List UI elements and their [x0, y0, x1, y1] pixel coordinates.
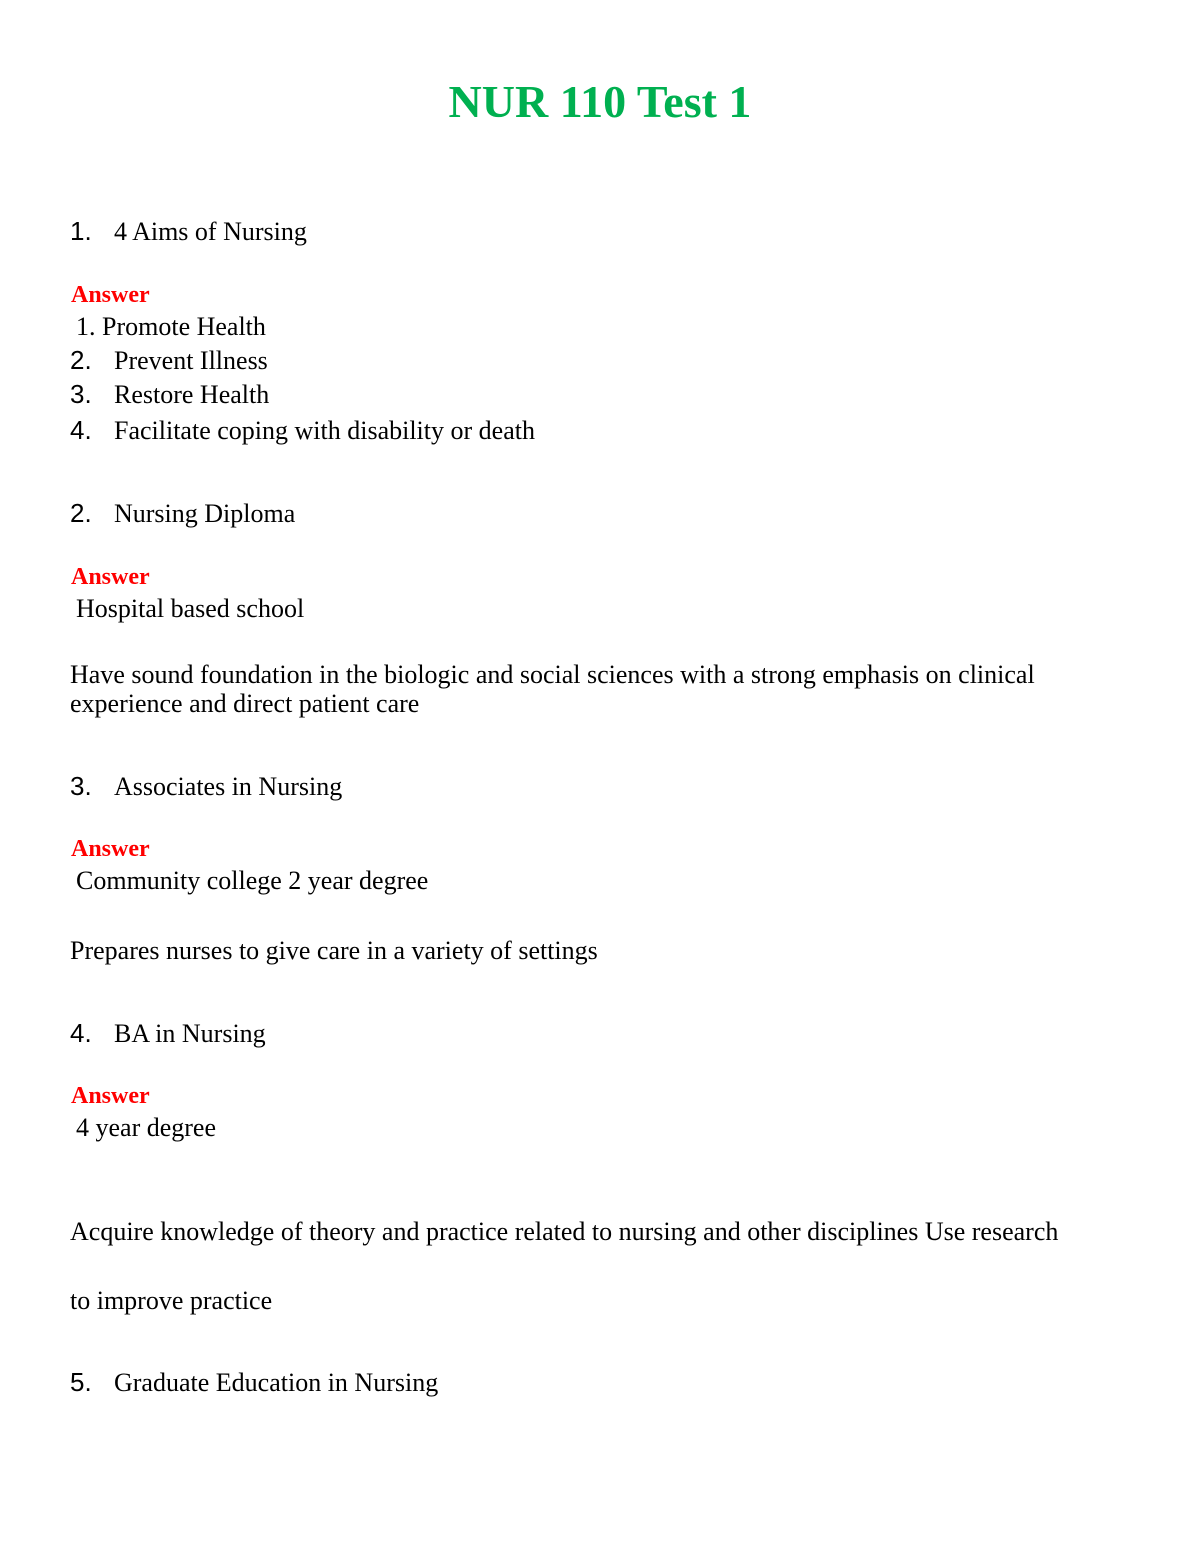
question-number: 5. [70, 1367, 92, 1397]
question-text: Associates in Nursing [114, 772, 343, 801]
question-text: 4 Aims of Nursing [114, 217, 307, 246]
answer-list-number: 4. [70, 415, 92, 445]
question-text: Nursing Diploma [114, 499, 296, 528]
answer-label: Answer [71, 836, 150, 862]
question-number: 2. [70, 498, 92, 528]
page-title: NUR 110 Test 1 [448, 76, 752, 127]
answer-list-number: 2. [70, 345, 92, 375]
answer-label: Answer [71, 282, 150, 308]
answer-text: Community college 2 year degree [76, 866, 429, 895]
answer-text: 1. Promote Health [76, 312, 266, 341]
question-number: 1. [70, 216, 92, 246]
question-text: Graduate Education in Nursing [114, 1368, 439, 1397]
answer-label: Answer [71, 564, 150, 590]
answer-list-number: 3. [70, 379, 92, 409]
answer-label: Answer [71, 1083, 150, 1109]
answer-list-item: Restore Health [114, 380, 270, 409]
answer-paragraph-line: to improve practice [70, 1286, 273, 1315]
answer-text: 4 year degree [76, 1113, 217, 1142]
answer-paragraph: Have sound foundation in the biologic and social sciences with a strong emphasis on clinical experience and direct patient care [70, 660, 1035, 718]
answer-paragraph: Prepares nurses to give care in a variety of settings [70, 936, 598, 965]
answer-paragraph-line: Acquire knowledge of theory and practice related to nursing and other disciplines Use research [70, 1217, 1059, 1246]
question-text: BA in Nursing [114, 1019, 266, 1048]
answer-text: Hospital based school [76, 594, 305, 623]
question-number: 3. [70, 771, 92, 801]
answer-list-item: Facilitate coping with disability or death [114, 416, 535, 445]
question-number: 4. [70, 1018, 92, 1048]
answer-list-item: Prevent Illness [114, 346, 268, 375]
